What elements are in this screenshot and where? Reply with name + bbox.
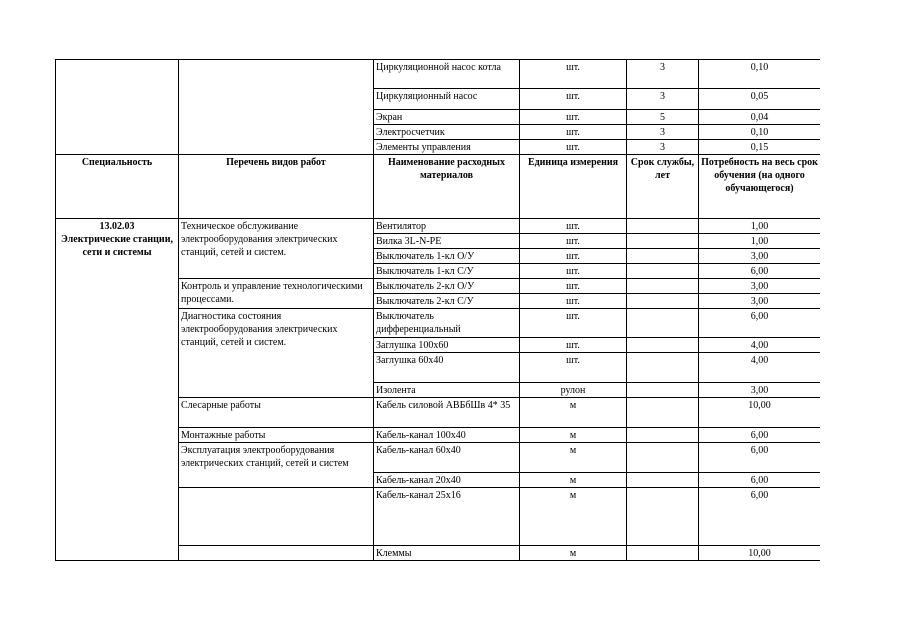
term-cell: 3 — [627, 125, 699, 140]
unit-cell: м — [520, 473, 627, 488]
specialty-code: 13.02.03 — [99, 221, 135, 232]
need-cell: 1,00 — [699, 234, 821, 249]
term-cell — [627, 234, 699, 249]
term-cell: 3 — [627, 89, 699, 110]
need-cell: 6,00 — [699, 473, 821, 488]
work-item: Монтажные работы — [179, 428, 374, 443]
unit-cell: м — [520, 398, 627, 428]
term-cell — [627, 443, 699, 473]
need-cell: 0,04 — [699, 110, 821, 125]
need-cell: 3,00 — [699, 294, 821, 309]
material-cell: Выключатель 1-кл О/У — [374, 249, 520, 264]
need-cell: 6,00 — [699, 264, 821, 279]
need-cell: 10,00 — [699, 398, 821, 428]
table-row — [56, 60, 821, 89]
unit-cell: м — [520, 546, 627, 561]
need-cell: 4,00 — [699, 353, 821, 383]
need-cell: 6,00 — [699, 443, 821, 473]
document-page — [55, 59, 820, 579]
material-cell: Кабель силовой АВБбШв 4* 35 — [374, 398, 520, 428]
header-unit: Единица измерения — [520, 155, 627, 219]
work-item: Техническое обслуживание электрооборудования электрических станций, сетей и систем. — [179, 219, 374, 279]
unit-cell: шт. — [520, 60, 627, 89]
works-cell-empty — [179, 60, 374, 155]
term-cell — [627, 473, 699, 488]
need-cell: 0,15 — [699, 140, 821, 155]
material-cell: Выключатель 2-кл О/У — [374, 279, 520, 294]
unit-cell: шт. — [520, 140, 627, 155]
material-cell: Кабель-канал 100х40 — [374, 428, 520, 443]
header-term: Срок службы, лет — [627, 155, 699, 219]
material-cell: Вентилятор — [374, 219, 520, 234]
unit-cell: шт. — [520, 110, 627, 125]
need-cell: 0,10 — [699, 60, 821, 89]
need-cell: 0,05 — [699, 89, 821, 110]
material-cell: Кабель-канал 25х16 — [374, 488, 520, 546]
table-header-row — [56, 155, 821, 219]
material-cell: Экран — [374, 110, 520, 125]
work-item: Слесарные работы — [179, 398, 374, 428]
material-cell: Циркуляционный насос — [374, 89, 520, 110]
term-cell — [627, 279, 699, 294]
need-cell: 10,00 — [699, 546, 821, 561]
header-works: Перечень видов работ — [179, 155, 374, 219]
material-cell: Кабель-канал 60х40 — [374, 443, 520, 473]
term-cell — [627, 264, 699, 279]
term-cell — [627, 383, 699, 398]
material-cell: Кабель-канал 20х40 — [374, 473, 520, 488]
term-cell — [627, 546, 699, 561]
term-cell — [627, 398, 699, 428]
unit-cell: м — [520, 428, 627, 443]
material-cell: Вилка 3L-N-PE — [374, 234, 520, 249]
term-cell: 3 — [627, 140, 699, 155]
term-cell — [627, 249, 699, 264]
header-material: Наименование расходных материалов — [374, 155, 520, 219]
specialty-cell-empty — [56, 60, 179, 155]
material-cell: Выключатель 1-кл С/У — [374, 264, 520, 279]
work-item-empty — [179, 488, 374, 546]
need-cell: 1,00 — [699, 219, 821, 234]
unit-cell: шт. — [520, 125, 627, 140]
material-cell: Заглушка 60х40 — [374, 353, 520, 383]
need-cell: 3,00 — [699, 383, 821, 398]
work-item: Эксплуатация электрооборудования электрических станций, сетей и систем — [179, 443, 374, 488]
unit-cell: м — [520, 488, 627, 546]
material-cell: Элементы управления — [374, 140, 520, 155]
need-cell: 3,00 — [699, 249, 821, 264]
term-cell: 5 — [627, 110, 699, 125]
need-cell: 6,00 — [699, 309, 821, 338]
material-cell: Выключатель 2-кл С/У — [374, 294, 520, 309]
term-cell — [627, 488, 699, 546]
term-cell — [627, 309, 699, 338]
unit-cell: шт. — [520, 294, 627, 309]
unit-cell: шт. — [520, 264, 627, 279]
work-item: Контроль и управление технологическими процессами. — [179, 279, 374, 309]
material-cell: Заглушка 100х60 — [374, 338, 520, 353]
unit-cell: рулон — [520, 383, 627, 398]
material-cell: Клеммы — [374, 546, 520, 561]
specialty-name: Электрические станции, сети и системы — [61, 234, 173, 258]
need-cell: 3,00 — [699, 279, 821, 294]
term-cell — [627, 428, 699, 443]
header-specialty: Специальность — [56, 155, 179, 219]
material-cell: Электросчетчик — [374, 125, 520, 140]
need-cell: 6,00 — [699, 428, 821, 443]
specialty-cell — [56, 219, 179, 561]
term-cell — [627, 219, 699, 234]
term-cell — [627, 294, 699, 309]
unit-cell: шт. — [520, 279, 627, 294]
unit-cell: шт. — [520, 309, 627, 338]
term-cell — [627, 338, 699, 353]
need-cell: 0,10 — [699, 125, 821, 140]
unit-cell: шт. — [520, 338, 627, 353]
unit-cell: шт. — [520, 89, 627, 110]
header-need: Потребность на весь срок обучения (на одного обучающегося) — [699, 155, 821, 219]
work-item-empty — [179, 546, 374, 561]
material-cell: Выключатель дифференциальный — [374, 309, 520, 338]
work-item: Диагностика состояния электрооборудования электрических станций, сетей и систем. — [179, 309, 374, 398]
table-row — [56, 219, 821, 234]
material-cell: Циркуляционной насос котла — [374, 60, 520, 89]
term-cell: 3 — [627, 60, 699, 89]
unit-cell: м — [520, 443, 627, 473]
unit-cell: шт. — [520, 249, 627, 264]
unit-cell: шт. — [520, 234, 627, 249]
unit-cell: шт. — [520, 353, 627, 383]
term-cell — [627, 353, 699, 383]
need-cell: 4,00 — [699, 338, 821, 353]
need-cell: 6,00 — [699, 488, 821, 546]
unit-cell: шт. — [520, 219, 627, 234]
material-cell: Изолента — [374, 383, 520, 398]
materials-table — [55, 59, 820, 561]
